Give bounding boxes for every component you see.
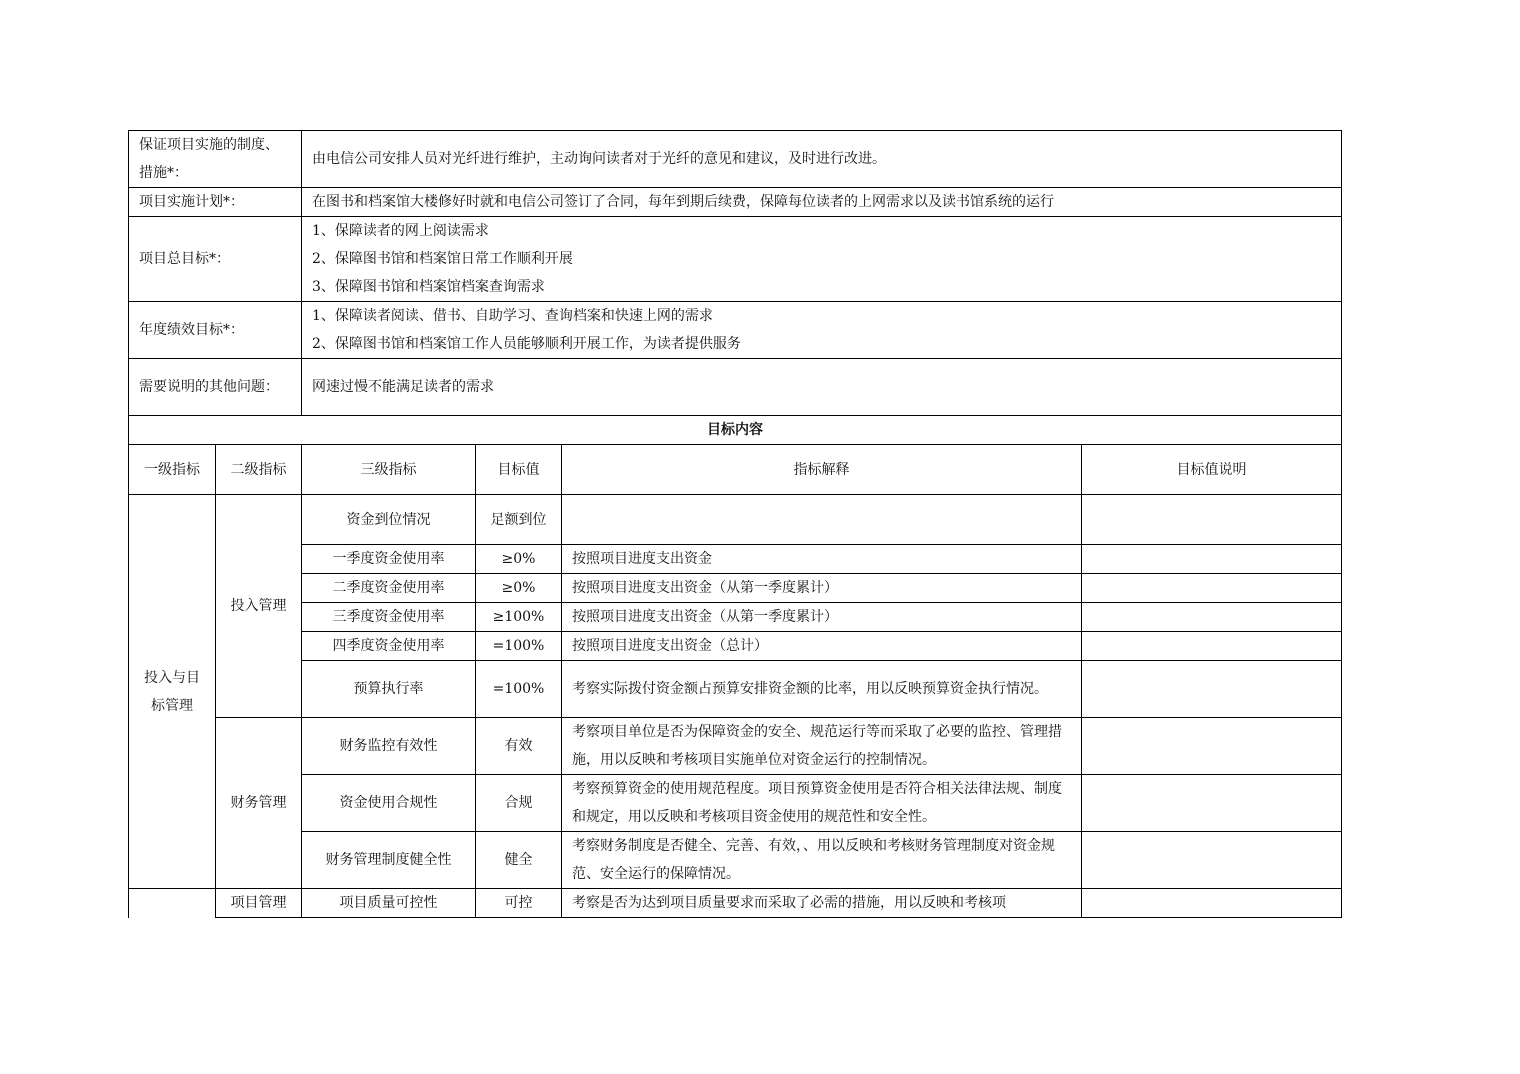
target-cell: 健全: [476, 832, 562, 889]
target-cell: ≥0%: [476, 574, 562, 603]
header-target: 目标值: [476, 445, 562, 495]
explain-cell: 考察实际拨付资金额占预算安排资金额的比率，用以反映预算资金执行情况。: [562, 661, 1082, 718]
indicator-cell: 预算执行率: [302, 661, 476, 718]
target-cell: ≥0%: [476, 545, 562, 574]
explain-cell: 考察预算资金的使用规范程度。项目预算资金使用是否符合相关法律法规、制度和规定，用以反映和考核项目资金使用的规范性和安全性。: [562, 775, 1082, 832]
target-cell: 可控: [476, 889, 562, 918]
table-row: [129, 603, 1342, 632]
table-row: [129, 495, 1342, 545]
info-line: 2、保障图书馆和档案馆日常工作顺利开展: [312, 251, 573, 267]
indicator-cell: 二季度资金使用率: [302, 574, 476, 603]
info-value: [302, 359, 1342, 416]
info-label: 项目实施计划*：: [129, 188, 302, 217]
section-title: 目标内容: [129, 416, 1342, 445]
note-cell: [1082, 545, 1342, 574]
indicator-cell: 四季度资金使用率: [302, 632, 476, 661]
info-label: 需要说明的其他问题：: [129, 359, 302, 416]
indicator-cell: 一季度资金使用率: [302, 545, 476, 574]
section-title-row: [129, 416, 1342, 445]
info-value: [302, 131, 1342, 188]
indicator-cell: 财务管理制度健全性: [302, 832, 476, 889]
explain-cell: [562, 495, 1082, 545]
target-cell: 足额到位: [476, 495, 562, 545]
indicator-cell: 资金到位情况: [302, 495, 476, 545]
target-cell: ≥100%: [476, 603, 562, 632]
header-level2: 二级指标: [216, 445, 302, 495]
target-cell: 合规: [476, 775, 562, 832]
info-line: 在图书和档案馆大楼修好时就和电信公司签订了合同，每年到期后续费，保障每位读者的上网需求以及读书馆系统的运行: [312, 194, 1054, 210]
level2-cell-project: 项目管理: [216, 889, 302, 918]
table-row: [129, 661, 1342, 718]
info-value: [302, 302, 1342, 359]
indicator-cell: 三季度资金使用率: [302, 603, 476, 632]
info-line: 2、保障图书馆和档案馆工作人员能够顺利开展工作，为读者提供服务: [312, 336, 741, 352]
level2-cell-finance: 财务管理: [216, 718, 302, 889]
note-cell: [1082, 603, 1342, 632]
note-cell: [1082, 775, 1342, 832]
info-label: 保证项目实施的制度、措施*：: [129, 131, 302, 188]
header-level1: 一级指标: [129, 445, 216, 495]
info-row-measures: [129, 131, 1342, 188]
target-cell: 有效: [476, 718, 562, 775]
header-level3: 三级指标: [302, 445, 476, 495]
note-cell: [1082, 495, 1342, 545]
info-line: 由电信公司安排人员对光纤进行维护，主动询问读者对于光纤的意见和建议，及时进行改进。: [312, 151, 886, 167]
explain-cell: 考察财务制度是否健全、完善、有效，、用以反映和考核财务管理制度对资金规范、安全运行的保障情况。: [562, 832, 1082, 889]
project-info-table: [128, 130, 1342, 918]
note-cell: [1082, 632, 1342, 661]
explain-cell: 按照项目进度支出资金（从第一季度累计）: [562, 574, 1082, 603]
table-row: [129, 832, 1342, 889]
info-line: 网速过慢不能满足读者的需求: [312, 379, 494, 395]
indicator-header-row: [129, 445, 1342, 495]
info-line: 1、保障读者阅读、借书、自助学习、查询档案和快速上网的需求: [312, 308, 713, 324]
info-value: [302, 217, 1342, 302]
note-cell: [1082, 832, 1342, 889]
info-row-annual-goal: [129, 302, 1342, 359]
info-line: 1、保障读者的网上阅读需求: [312, 223, 489, 239]
table-row: [129, 632, 1342, 661]
info-label: 年度绩效目标*：: [129, 302, 302, 359]
explain-cell: 考察是否为达到项目质量要求而采取了必需的措施，用以反映和考核项: [562, 889, 1082, 918]
explain-cell: 按照项目进度支出资金: [562, 545, 1082, 574]
explain-cell: 考察项目单位是否为保障资金的安全、规范运行等而采取了必要的监控、管理措施，用以反映和考核项目实施单位对资金运行的控制情况。: [562, 718, 1082, 775]
indicator-cell: 资金使用合规性: [302, 775, 476, 832]
info-value: [302, 188, 1342, 217]
table-row: [129, 775, 1342, 832]
info-row-total-goal: [129, 217, 1342, 302]
header-target-note: 目标值说明: [1082, 445, 1342, 495]
level1-continuation: [129, 889, 216, 918]
target-cell: =100%: [476, 632, 562, 661]
info-line: 3、保障图书馆和档案馆档案查询需求: [312, 279, 545, 295]
indicator-cell: 项目质量可控性: [302, 889, 476, 918]
info-row-plan: [129, 188, 1342, 217]
level2-cell-input: 投入管理: [216, 495, 302, 718]
indicator-cell: 财务监控有效性: [302, 718, 476, 775]
explain-cell: 按照项目进度支出资金（从第一季度累计）: [562, 603, 1082, 632]
table-row: [129, 545, 1342, 574]
note-cell: [1082, 661, 1342, 718]
info-label: 项目总目标*：: [129, 217, 302, 302]
target-cell: =100%: [476, 661, 562, 718]
table-row: [129, 574, 1342, 603]
level1-cell: 投入与目标管理: [129, 495, 216, 889]
table-row: [129, 718, 1342, 775]
explain-cell: 按照项目进度支出资金（总计）: [562, 632, 1082, 661]
note-cell: [1082, 574, 1342, 603]
note-cell: [1082, 889, 1342, 918]
header-explain: 指标解释: [562, 445, 1082, 495]
info-row-other-issues: [129, 359, 1342, 416]
table-row: [129, 889, 1342, 918]
note-cell: [1082, 718, 1342, 775]
